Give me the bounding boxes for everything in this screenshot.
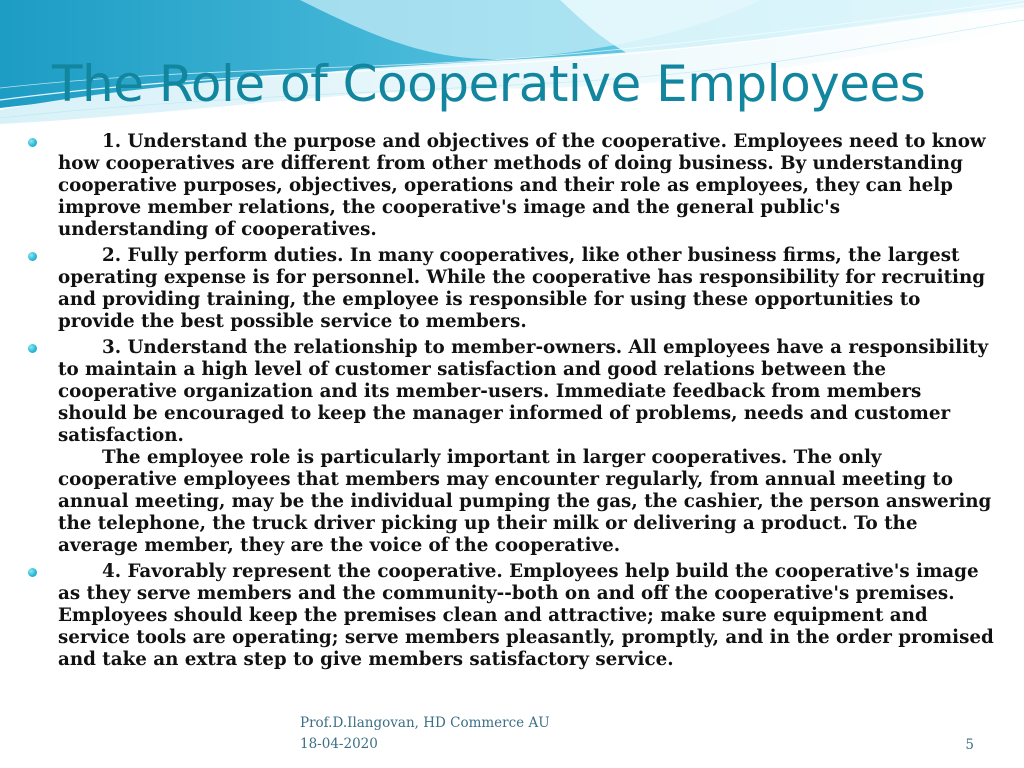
bullet-text [58,561,996,671]
bullet-text [58,245,996,333]
paragraph-1-text: 1. Understand the purpose and objectives of the cooperative. Employees need to know how cooperatives are different from other methods of doing business. By understanding cooperative purposes, objectives, operations and their role as employees, they can help improve member relations, the cooperative's image and the general public's understanding of cooperatives. [58,131,986,240]
bullet-item-1 [28,131,996,241]
slide-title: The Role of Cooperative Employees [52,55,926,113]
bullet-dot-icon [28,344,37,353]
footer-author: Prof.D.Ilangovan, HD Commerce AU [300,715,550,731]
bullet-text [58,447,996,557]
bullet-item-4 [28,561,996,671]
bullet-item-2 [28,245,996,333]
bullet-text [58,131,996,241]
footer-date: 18-04-2020 [300,736,378,752]
paragraph-2-text: 2. Fully perform duties. In many cooperatives, like other business firms, the largest operating expense is for personnel. While the cooperative has responsibility for recruiting and providing training, the employee is responsible for using these opportunities to provide the best possible service to members. [58,245,986,332]
paragraph-3-text: 3. Understand the relationship to member-owners. All employees have a responsibility to maintain a high level of customer satisfaction and good relations between the cooperative organization and its member-users. Immediate feedback from members should be encouraged to keep the manager informed of problems, needs and customer satisfaction. [58,337,989,446]
bullet-item-3 [28,337,996,447]
bullet-dot-icon [28,138,37,147]
paragraph-3b-text: The employee role is particularly important in larger cooperatives. The only cooperative employees that members may encounter regularly, from annual meeting to annual meeting, may be the individual pumping the gas, the cashier, the person answering the telephone, the truck driver picking up their milk or delivering a product. To the average member, they are the voice of the cooperative. [58,447,992,556]
bullet-item-3-continuation [28,447,996,557]
bullet-dot-icon [28,568,37,577]
bullet-text [58,337,996,447]
page-number: 5 [965,737,974,753]
slide-content [28,131,996,675]
paragraph-4-text: 4. Favorably represent the cooperative. Employees help build the cooperative's image as they serve members and the community--both on and off the cooperative's premises. Employees should keep the premises clean and attractive; make sure equipment and service tools are operating; serve members pleasantly, promptly, and in the order promised and take an extra step to give members satisfactory service. [58,561,994,670]
bullet-dot-icon [28,252,37,261]
